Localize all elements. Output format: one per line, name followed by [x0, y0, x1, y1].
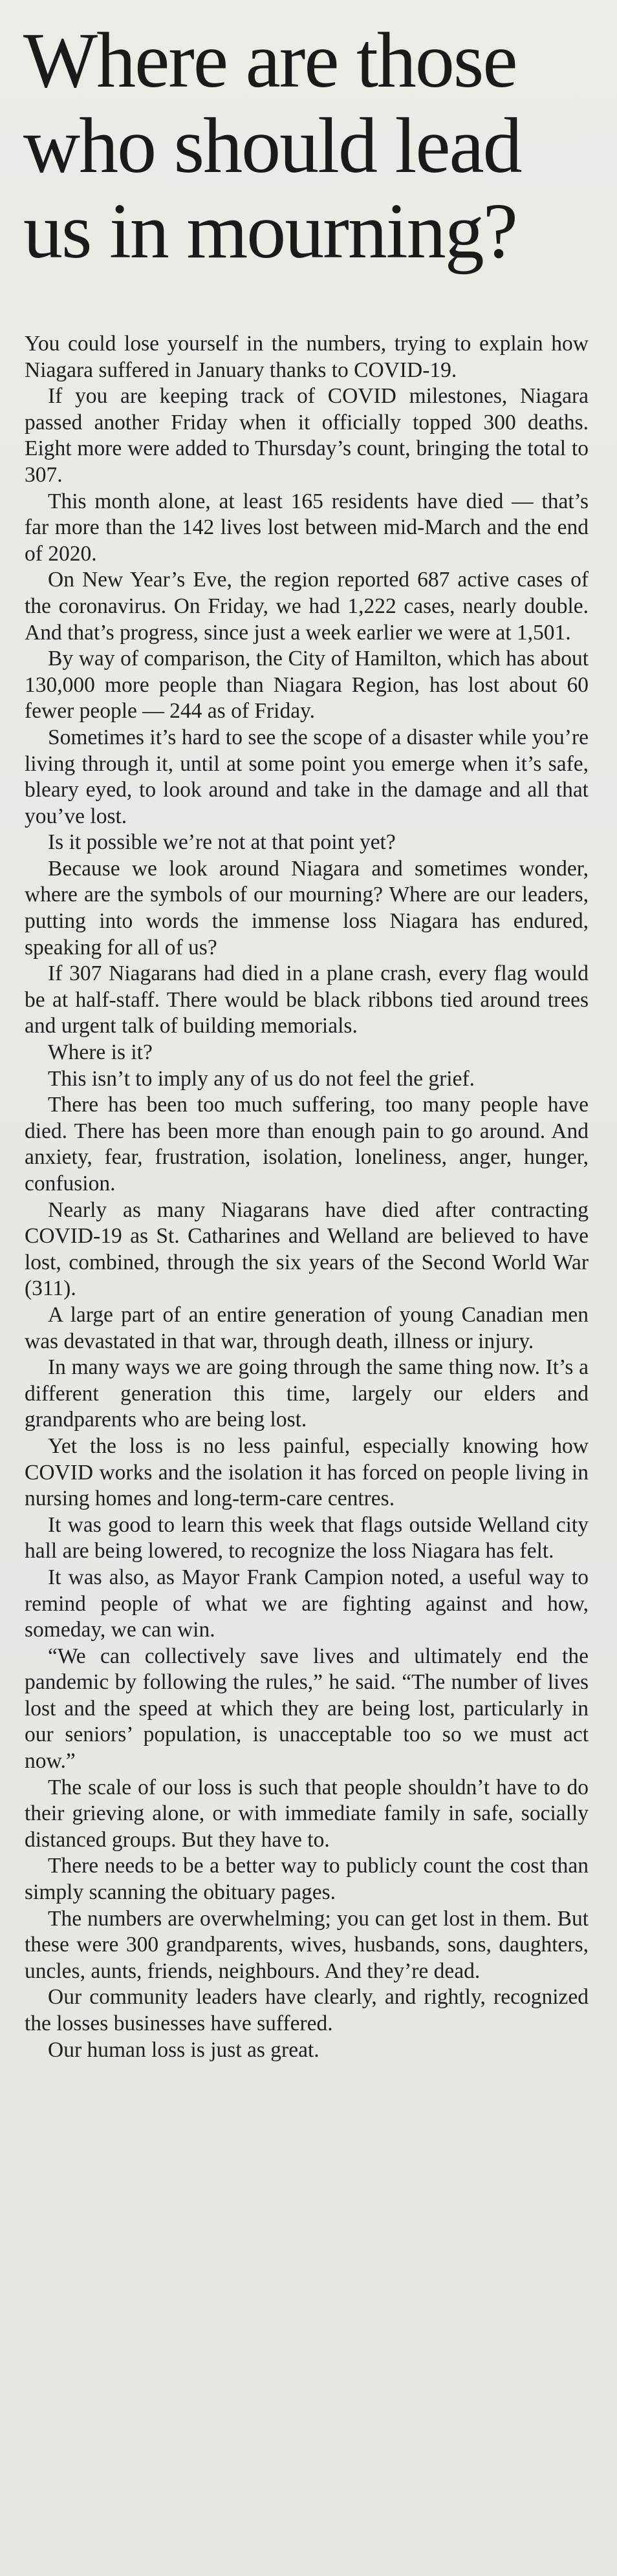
paragraph: Our human loss is just as great.: [48, 2037, 319, 2062]
article-body: [25, 331, 589, 2063]
paragraph: Because we look around Niagara and sometimes wonder, where are the symbols of our mourning? Where are our leaders, putting into words the immense loss Niagara has endured, speaking for all of us?: [25, 856, 589, 960]
paragraph: It was good to learn this week that flags outside Welland city hall are being lowered, to recognize the loss Niagara has felt.: [25, 1512, 589, 1563]
paragraph: In many ways we are going through the same thing now. It’s a different generation this time, largely our elders and grandparents who are being lost.: [25, 1355, 589, 1432]
paragraph: Where is it?: [48, 1040, 153, 1065]
paragraph: There has been too much suffering, too many people have died. There has been more than enough pain to go around. And anxiety, fear, frustration, isolation, loneliness, anger, hunger, confusion.: [25, 1093, 589, 1196]
paragraph: You could lose yourself in the numbers, trying to explain how Niagara suffered in January thanks to COVID-19.: [25, 332, 589, 382]
headline: Where are those who should lead us in mourning?: [23, 17, 521, 275]
paragraph: Sometimes it’s hard to see the scope of a disaster while you’re living through it, until at some point you emerge when it’s safe, bleary eyed, to look around and take in the damage and all that you’ve lost.: [25, 725, 589, 828]
paragraph: Yet the loss is no less painful, especially knowing how COVID works and the isolation it has forced on people living in nursing homes and long-term-care centres.: [25, 1433, 589, 1511]
paragraph: On New Year’s Eve, the region reported 687 active cases of the coronavirus. On Friday, we had 1,222 cases, nearly double. And that’s progress, since just a week earlier we were at 1,501.: [25, 568, 589, 645]
paragraph: This isn’t to imply any of us do not feel the grief.: [48, 1066, 475, 1091]
paragraph: This month alone, at least 165 residents have died — that’s far more than the 142 lives lost between mid-March and the end of 2020.: [25, 489, 589, 566]
paragraph: Is it possible we’re not at that point yet?: [48, 830, 396, 855]
paragraph: It was also, as Mayor Frank Campion noted, a useful way to remind people of what we are fighting against and how, someday, we can win.: [25, 1565, 589, 1642]
paragraph: By way of comparison, the City of Hamilton, which has about 130,000 more people than Niagara Region, has lost about 60 fewer people — 244 as of Friday.: [25, 647, 589, 724]
paragraph: Our community leaders have clearly, and rightly, recognized the losses businesses have suffered.: [25, 1985, 589, 2035]
paragraph: “We can collectively save lives and ultimately end the pandemic by following the rules,” he said. “The number of lives lost and the speed at which they are being lost, particularly in our seniors’ population, is unacceptable too so we must act now.”: [25, 1644, 589, 1774]
paragraph: The scale of our loss is such that people shouldn’t have to do their grieving alone, or with immediate family in safe, socially distanced groups. But they have to.: [25, 1775, 589, 1852]
paragraph: There needs to be a better way to publicly count the cost than simply scanning the obituary pages.: [25, 1854, 589, 1905]
paragraph: If 307 Niagarans had died in a plane crash, every flag would be at half-staff. There would be black ribbons tied around trees and urgent talk of building memorials.: [25, 961, 589, 1038]
paragraph: If you are keeping track of COVID milestones, Niagara passed another Friday when it officially topped 300 deaths. Eight more were added to Thursday’s count, bringing the total to 307.: [25, 384, 589, 487]
paragraph: A large part of an entire generation of young Canadian men was devastated in that war, through death, illness or injury.: [25, 1302, 589, 1353]
paragraph: Nearly as many Niagarans have died after contracting COVID-19 as St. Catharines and Welland are believed to have lost, combined, through the six years of the Second World War (311).: [25, 1197, 589, 1301]
paragraph: The numbers are overwhelming; you can get lost in them. But these were 300 grandparents, wives, husbands, sons, daughters, uncles, aunts, friends, neighbours. And they’re dead.: [25, 1906, 589, 1983]
